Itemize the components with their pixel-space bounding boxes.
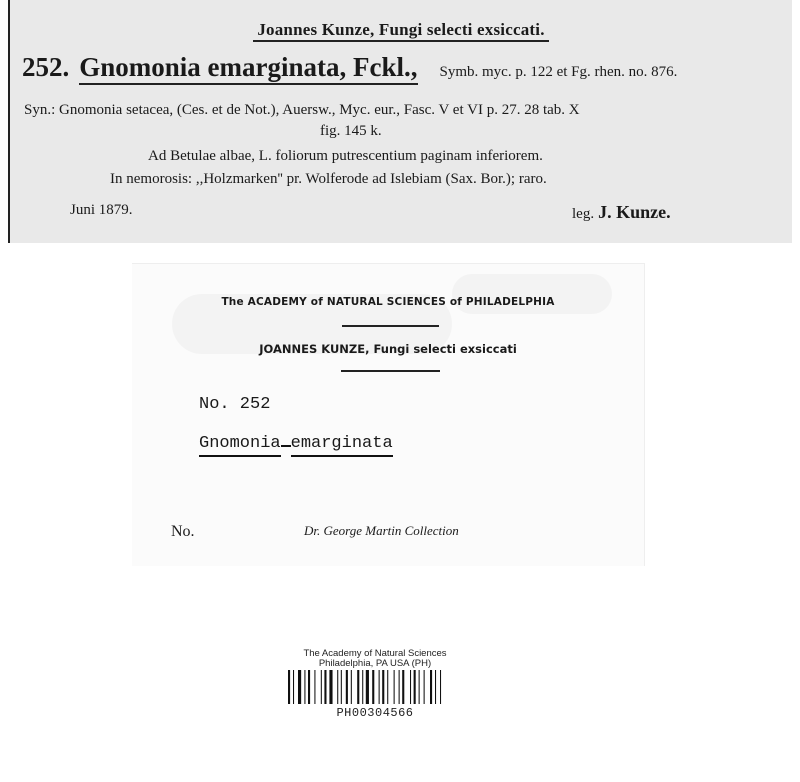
synonym-line-continued: fig. 145 k. <box>320 123 382 139</box>
barcode-location: Philadelphia, PA USA (PH) <box>318 658 432 669</box>
host-line: Ad Betulae albae, L. foliorum putrescentium paginam inferiorem. <box>148 148 543 164</box>
divider <box>341 370 440 372</box>
barcode-number: PH00304566 <box>336 706 414 720</box>
no-field: No. <box>171 523 195 540</box>
barcode-bars <box>288 670 462 704</box>
barcode-institution: The Academy of Natural Sciences <box>303 648 447 659</box>
exsiccata-number: 252. <box>22 52 70 82</box>
collector-line <box>572 202 671 223</box>
species-line <box>22 52 677 83</box>
synonym-line: Syn.: Gnomonia setacea, (Ces. et de Not.), Auersw., Myc. eur., Fasc. V et VI p. 27. 28 tab. X <box>24 102 580 118</box>
typed-genus: Gnomonia <box>199 434 281 457</box>
specimen-number: No. 252 <box>199 395 271 414</box>
martin-collection: Dr. George Martin Collection <box>304 523 459 538</box>
barcode-label <box>286 646 464 724</box>
species-name: Gnomonia emarginata, Fckl., <box>79 52 417 85</box>
typed-epithet: emarginata <box>291 434 393 457</box>
collector-name: J. Kunze. <box>598 202 671 222</box>
divider <box>342 325 439 327</box>
locality-line: In nemorosis: ,,Holzmarken'' pr. Wolferode ad Islebiam (Sax. Bor.); raro. <box>110 171 547 187</box>
collection-name: JOANNES KUNZE, Fungi selecti exsiccati <box>259 342 517 356</box>
academy-title: The ACADEMY of NATURAL SCIENCES of PHILADELPHIA <box>221 296 555 308</box>
exsiccata-header: Joannes Kunze, Fungi selecti exsiccati. <box>10 20 792 40</box>
leg-prefix: leg. <box>572 206 595 222</box>
typed-species-name <box>199 434 393 453</box>
academy-label <box>132 263 645 566</box>
species-reference: Symb. myc. p. 122 et Fg. rhen. no. 876. <box>439 64 678 80</box>
exsiccata-label <box>8 0 792 243</box>
collection-date: Juni 1879. <box>70 202 133 218</box>
label-stain <box>452 274 612 314</box>
